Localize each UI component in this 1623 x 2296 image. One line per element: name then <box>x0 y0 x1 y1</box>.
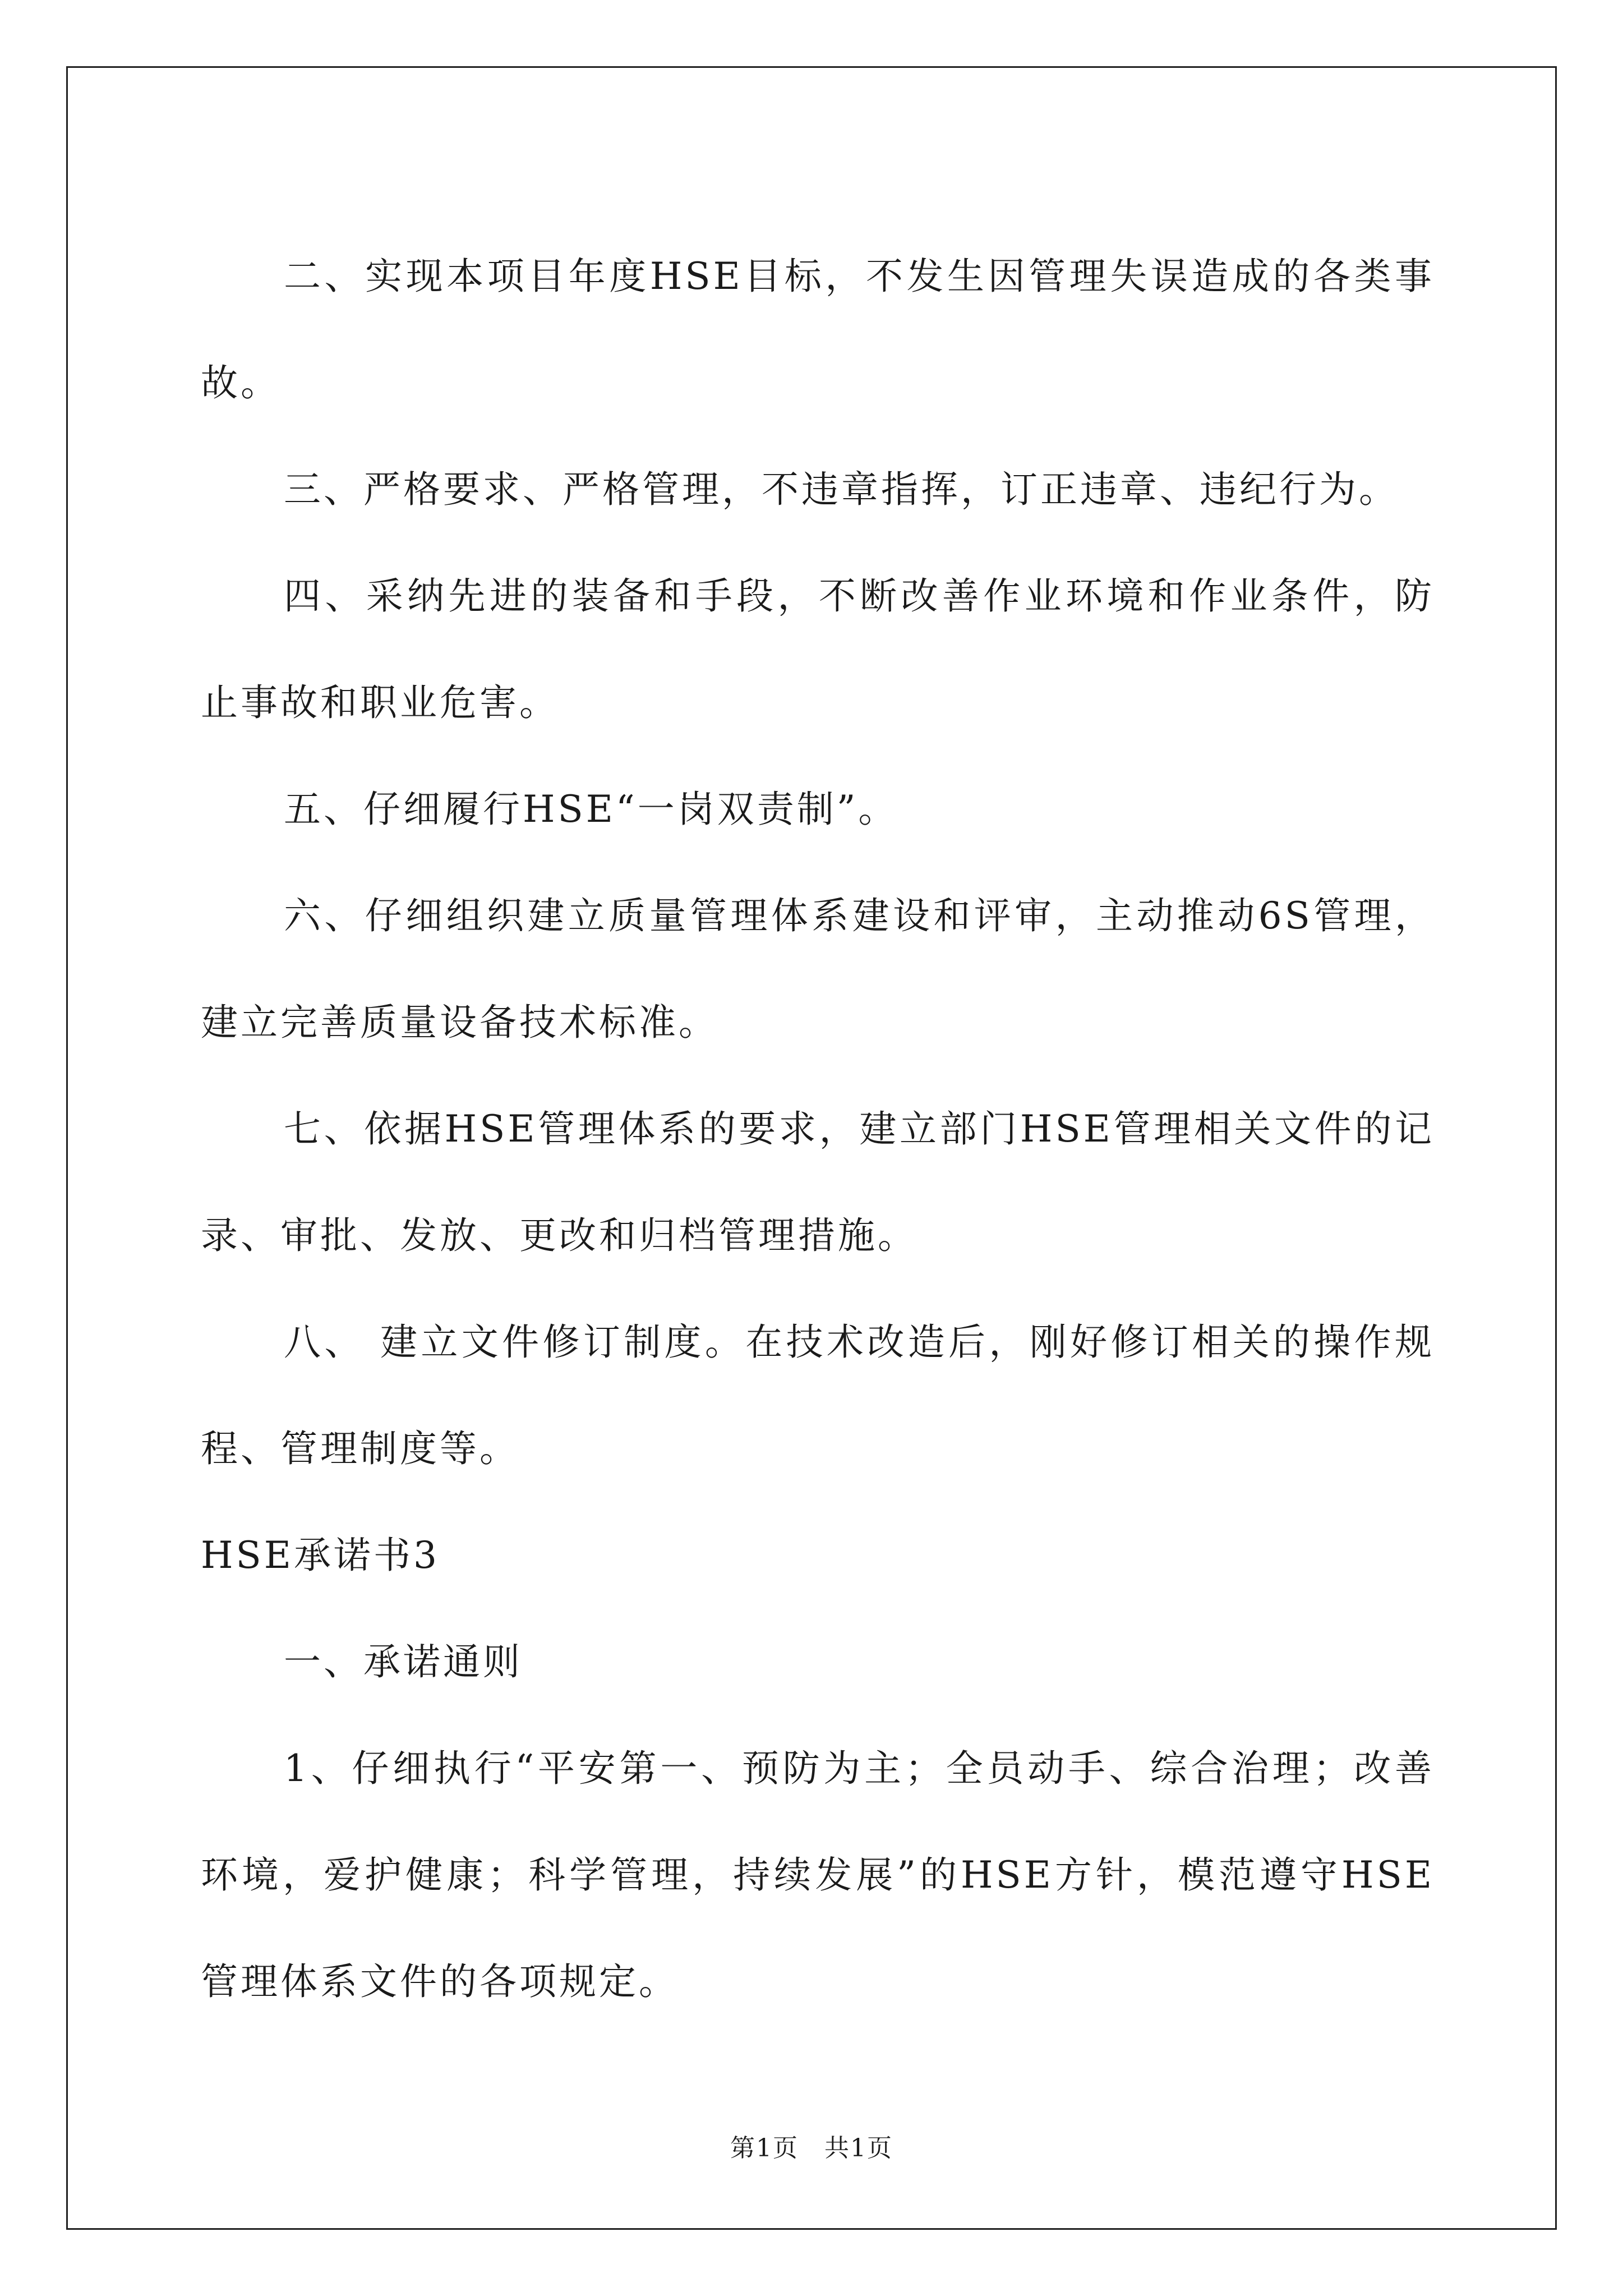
paragraph-2: 二、实现本项目年度HSE目标，不发生因管理失误造成的各类事故。 <box>201 255 1435 404</box>
paragraph-6: 六、仔细组织建立质量管理体系建设和评审，主动推动6S管理，建立完善质量设备技术标准。 <box>201 894 1435 1044</box>
section-paragraph-1: 1、仔细执行“平安第一、预防为主；全员动手、综合治理；改善环境，爱护健康；科学管理，持续发展”的HSE方针，模范遵守HSE管理体系文件的各项规定。 <box>201 1747 1435 2003</box>
section-heading: HSE承诺书3 <box>201 1534 440 1577</box>
page-number: 第1页 <box>730 2134 799 2162</box>
section-subheading: 一、承诺通则 <box>284 1640 523 1683</box>
page-total: 共1页 <box>824 2134 893 2162</box>
paragraph-3: 三、严格要求、严格管理，不违章指挥，订正违章、违纪行为。 <box>284 468 1399 511</box>
paragraph-5: 五、仔细履行HSE“一岗双责制”。 <box>284 788 898 831</box>
paragraph-8: 八、 建立文件修订制度。在技术改造后，刚好修订相关的操作规程、管理制度等。 <box>201 1320 1435 1470</box>
page-footer <box>0 2132 1623 2165</box>
document-body <box>201 223 1435 2035</box>
paragraph-7: 七、依据HSE管理体系的要求，建立部门HSE管理相关文件的记录、审批、发放、更改和归档管理措施。 <box>201 1107 1435 1257</box>
paragraph-4: 四、采纳先进的装备和手段，不断改善作业环境和作业条件，防止事故和职业危害。 <box>201 574 1435 724</box>
